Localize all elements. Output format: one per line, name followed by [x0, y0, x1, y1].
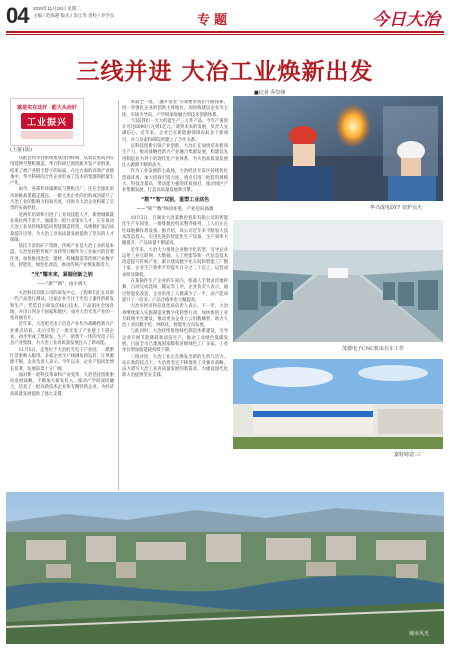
paragraph: 11月5日，走进位于大冶的光电子产业园，一派繁忙景象映入眼帘。多家企业生产线满负荷运转，订单源源不断。企业负责人表示，今年以来，企业产值同比增长显著，发展前景十分广阔。 — [10, 347, 114, 372]
article-column-2 — [122, 100, 228, 488]
photo-factory-building — [233, 359, 443, 449]
paragraph: 大冶科技有限公司的研发中心，工程师们正在对新一代产品进行测试。这家企业专注于光电子器件的研发和生产，凭借自主研发的核心技术，产品销往全国各地，并出口到多个国家和地区，成为大冶光电产业的一张亮丽名片。 — [10, 290, 114, 322]
section-subhead-sub: ——“转”“数”协同并进，产业迈向高端 — [136, 206, 214, 212]
paragraph: 近年来，大冶把光电子信息产业作为战略性新兴产业重点培育，先后引进了一批光电子产业链上下游企业，初步形成了集研发、生产、销售于一体的光电子信息产业集群，为大冶工业高质量发展注入了新动能。 — [10, 322, 114, 347]
paragraph: 以科技创新引领产业创新，大冶正在加快培育新质生产力，推动战略性新兴产业融合集群发展，构建以先进制造业为骨干的现代化产业体系，为大冶高质量发展注入源源不断的动力。 — [122, 144, 228, 168]
photo-caption: 茂德电子CNC机床在车工作 — [342, 346, 405, 352]
section-subhead: “数”“智”双驱，重塑工业底色 — [140, 197, 210, 204]
article-column-1 — [10, 156, 114, 491]
photo-caption: 城市风光 — [409, 631, 430, 637]
paragraph: 在某铸件生产企业的车间内，机器人手臂灵活地挥舞，自动完成浇铸、搬运等工序。企业负责人表示，通过智能化改造，企业的用工人数减少了一半，而产能却提升了一倍多，产品合格率也大幅提高。 — [122, 279, 228, 303]
continued-note: (上接1版) — [10, 147, 33, 153]
photo-caption: 华兴成电DY7 窑炉点火 — [370, 205, 423, 211]
paragraph: 与此同时，大冶持续推进绿色制造体系建设，引导企业开展节能降耗和清洁生产，推动工业绿色低碳发展。目前全市已建成国家级和省级绿色工厂多家，工业单位增加值能耗持续下降。 — [122, 329, 228, 354]
photo-city-aerial — [6, 492, 444, 644]
photo-city-aerial-image — [6, 492, 444, 644]
column-divider — [118, 100, 119, 490]
page-number: 04 — [6, 3, 29, 28]
paragraph: 从配套到零到系统集成再到终端，从软装集成到应用延伸至整机制造，华兴科研已围绕新开发产业链条，结束了被产业链卡脖子的局面，在这方面的高效产业链条中，华兴科研的合作企业形成了技术的集群和批量生产化。 — [10, 156, 114, 187]
photo-factory-building-image — [233, 359, 443, 449]
issue-date: 2025年11月18日 星期二 — [33, 6, 81, 11]
paragraph: 大冶市经济和信息化局负责人表示，下一步，大冶将继续深入实施制造业数字化转型行动，加快推进工业互联网平台建设，推动更多企业上云用数赋智，助力大冶工业向数字化、网络化、智能化方向发展。 — [122, 304, 228, 329]
badge-base — [21, 131, 73, 139]
paragraph: 三线并进，大冶工业正在焕发出新的生机与活力。站在新的起点上，大冶将坚定不移推进工业强市战略，奋力谱写大冶工业高质量发展的新篇章，为建设现代化新大冶提供坚实支撑。 — [122, 354, 228, 379]
paragraph: 依托丰富的矿产资源，传统产业是大冶工业的基本盘。大冶坚持把传统产业转型升级作为工业振兴的首要任务，加快推进冶金、建材、机械制造等传统产业数字化、智能化、绿色化改造，推动传统产业焕发新活力。 — [10, 244, 114, 269]
paragraph: 近年来，大冶大力推进企业数字化转型，引导企业运用工业互联网、大数据、人工智能等新一代信息技术改造提升传统产业，累计建成数字化车间和智能工厂数十家，企业生产效率平均提升百分之二十以上，运营成本明显降低。 — [122, 247, 228, 278]
photo-caption: 嘉特铸造三厂 — [394, 452, 425, 458]
paragraph: 作为工业发展的主战场，大冶经济开发区持续优化营商环境，加大招商引资力度，重点引进一批投资规模大、科技含量高、带动能力强的优质项目，推动园区产业集聚发展，打造高质量发展新引擎。 — [122, 169, 228, 194]
issue-meta — [33, 6, 114, 19]
photo-cnc-workshop — [233, 220, 443, 342]
paragraph: 如今，各部件环球测试与整机出厂，还在全球化的市场挑战里越走越远。一批大冶企业的出海成功提升了大冶工业的影响力和知名度，同时为大冶企业积累了宝贵的实战经验。 — [10, 187, 114, 212]
section-subhead: “光”耀未来，紧握创新之钥 — [31, 272, 93, 279]
photo-factory-workers — [233, 96, 443, 201]
campaign-badge — [10, 98, 84, 146]
badge-title: 工业振兴 — [26, 118, 67, 128]
section-title: 专题 — [197, 12, 232, 27]
paragraph: 近两年培训和引进了工业高技能人才，新增城镇就业岗位两千余个，涌现出一批行业领军人才，正在推动大冶工业从传统制造向智能制造转型，从规模扩张向质量提升迈进，为大冶工业高质量发展提供了坚实的人才保障。 — [10, 212, 114, 243]
article-headline: 三线并进 大冶工业焕新出发 — [76, 59, 374, 85]
article-byline: ■记者 乔崇锋 — [254, 90, 286, 96]
paragraph: 10月3日，在湖北大冶某数控机床有限公司的智能化生产车间里，一排排数控机床整齐排列，工人们正在忙碌地操作着设备。据介绍，该公司近年来不断加大技术改造投入，引进先进的智能化生产设备，生产效率大幅提升，产品质量不断提高。 — [122, 216, 228, 247]
photo-factory-workers-image — [233, 96, 443, 201]
photo-cnc-workshop-image — [233, 220, 443, 342]
section-subhead-sub: ——“新”“新”，由小到大 — [37, 281, 87, 287]
paragraph: “目前我们一天大约能生产三万件产品。今年产值预计可达8000万元到1亿元。”谈到未来的发展，负责人充满信心。近年来，企业已在新能源领域布局多个新项目，并与多家科研院所建立了合作关系。 — [122, 118, 228, 143]
paragraph: 面对新一轮科技革命和产业变革，大冶坚持创新驱动发展战略，不断加大研发投入，推动产学研深度融合，培育了一批高新技术企业和专精特新企业，为经济高质量发展提供了强大支撑。 — [10, 372, 114, 397]
issue-editors: 主编 / 范海港 版式 / 余江寿 责校 / 李学东 — [33, 12, 115, 18]
header-rule-thin — [6, 34, 444, 35]
header-rule — [6, 31, 444, 33]
paragraph: 本就全一批，“融开发者”引领要求我们不断探索，进一步强化企业的创新主体地位，加快构建以企业为主体、市场为导向、产学研深度融合的技术创新体系。 — [122, 100, 228, 118]
badge-slogan: 就是实在这好 · 能大头冶好 — [17, 105, 77, 111]
newspaper-logo: 今日大冶 — [372, 10, 440, 30]
